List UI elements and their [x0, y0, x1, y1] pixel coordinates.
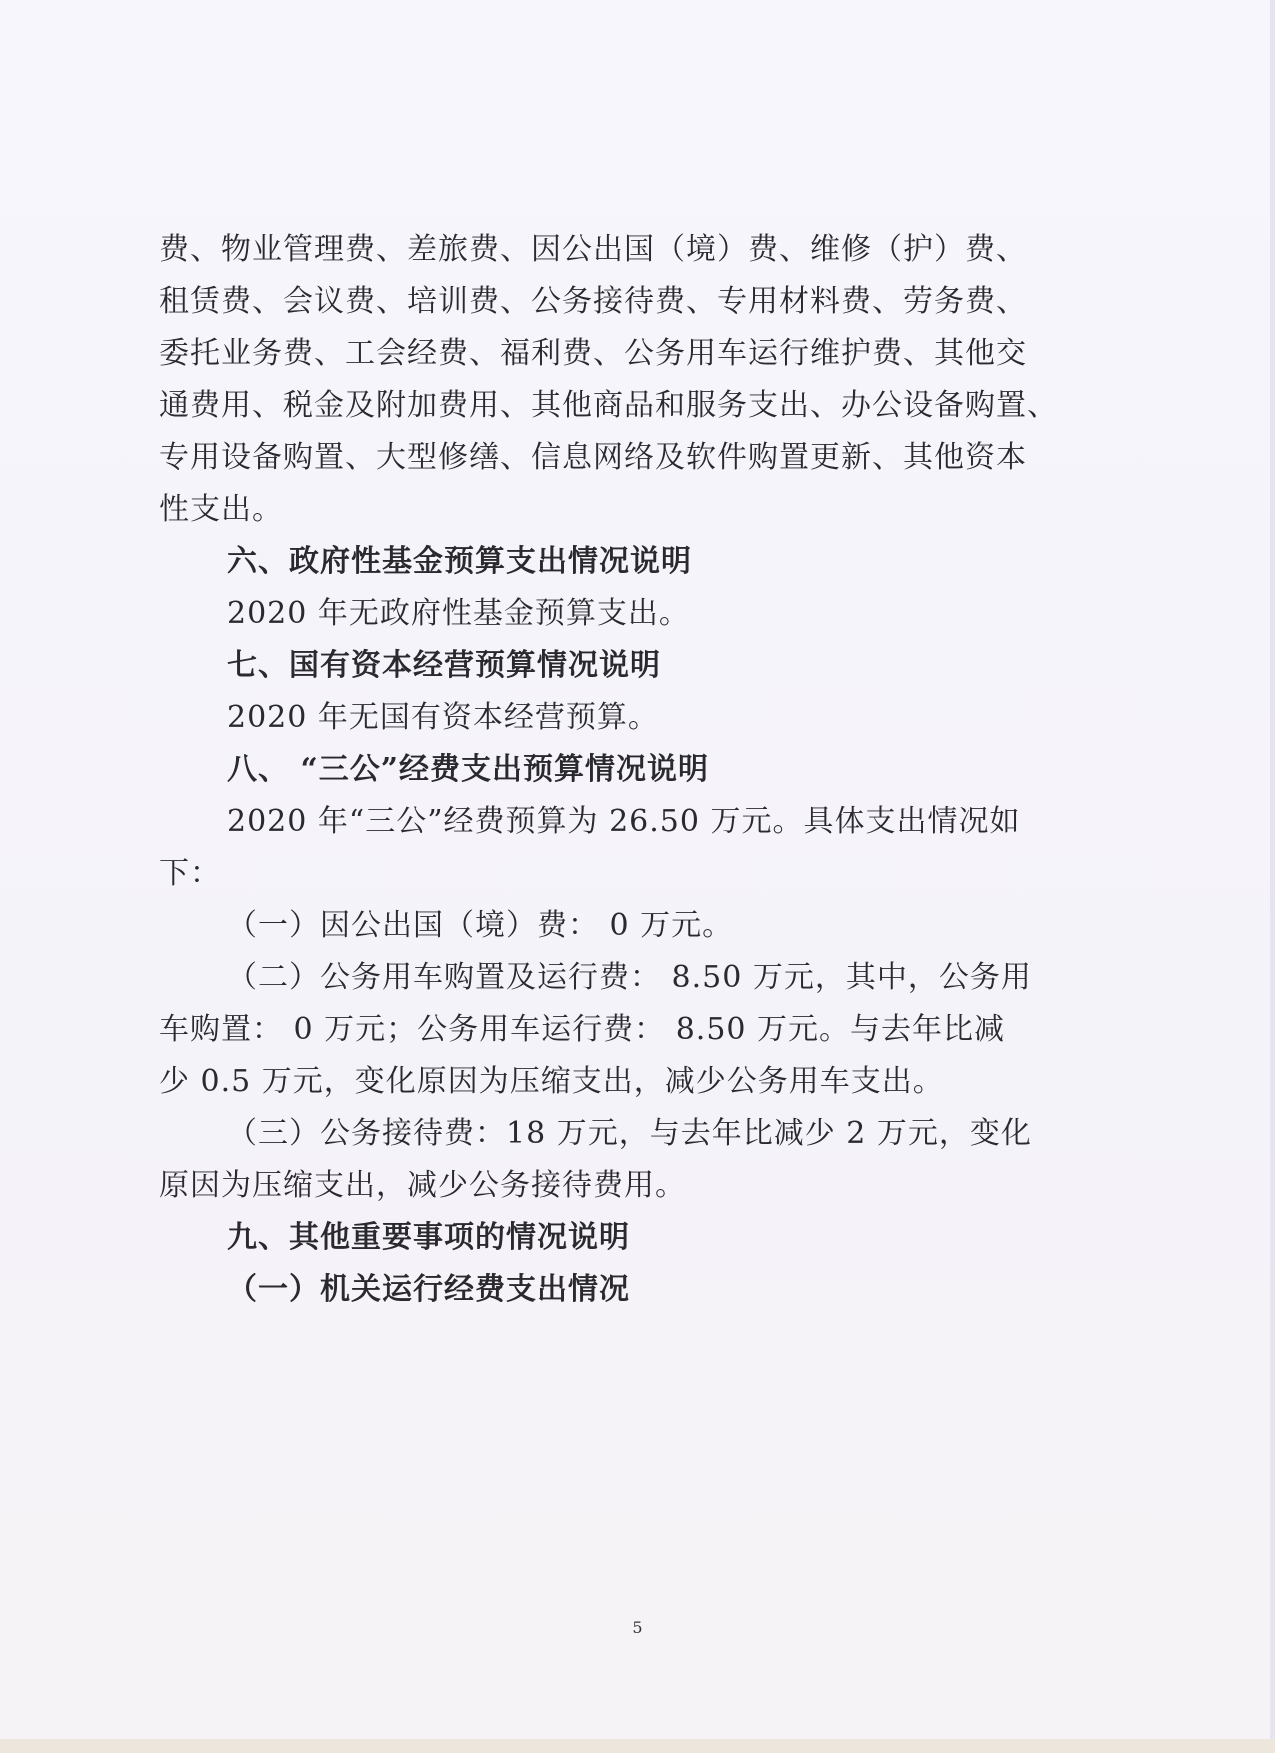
- paragraph-line: 通费用、税金及附加费用、其他商品和服务支出、办公设备购置、: [159, 388, 1058, 423]
- list-item: （二）公务用车购置及运行费： 8.50 万元，其中，公务用: [227, 960, 1032, 995]
- paragraph-line: 车购置： 0 万元；公务用车运行费： 8.50 万元。与去年比减: [159, 1012, 1006, 1047]
- section-heading: 六、政府性基金预算支出情况说明: [227, 544, 692, 579]
- section-heading: 九、其他重要事项的情况说明: [227, 1220, 630, 1255]
- list-item: （三）公务接待费：18 万元，与去年比减少 2 万元，变化: [227, 1116, 1032, 1151]
- paragraph-line: 专用设备购置、大型修缮、信息网络及软件购置更新、其他资本: [159, 440, 1027, 475]
- paragraph-line: 2020 年“三公”经费预算为 26.50 万元。具体支出情况如: [227, 804, 1021, 839]
- paragraph-line: 原因为压缩支出，减少公务接待费用。: [159, 1168, 686, 1203]
- scan-edge: [1270, 0, 1275, 1753]
- paragraph-line: 2020 年无政府性基金预算支出。: [227, 596, 690, 631]
- paragraph-line: 租赁费、会议费、培训费、公务接待费、专用材料费、劳务费、: [159, 284, 1027, 319]
- list-item: （一）因公出国（境）费： 0 万元。: [227, 908, 734, 943]
- paragraph-line: 少 0.5 万元，变化原因为压缩支出，减少公务用车支出。: [159, 1064, 944, 1099]
- paragraph-line: 2020 年无国有资本经营预算。: [227, 700, 659, 735]
- scan-bottom-edge: [0, 1739, 1275, 1753]
- paragraph-line: 下：: [159, 856, 221, 891]
- paragraph-line: 费、物业管理费、差旅费、因公出国（境）费、维修（护）费、: [159, 232, 1027, 267]
- section-heading: 八、 “三公”经费支出预算情况说明: [227, 752, 709, 787]
- paragraph-line: 委托业务费、工会经费、福利费、公务用车运行维护费、其他交: [159, 336, 1027, 371]
- paragraph-line: 性支出。: [159, 492, 283, 527]
- subsection-heading: （一）机关运行经费支出情况: [227, 1272, 630, 1307]
- page-number: 5: [632, 1618, 643, 1637]
- section-heading: 七、国有资本经营预算情况说明: [227, 648, 661, 683]
